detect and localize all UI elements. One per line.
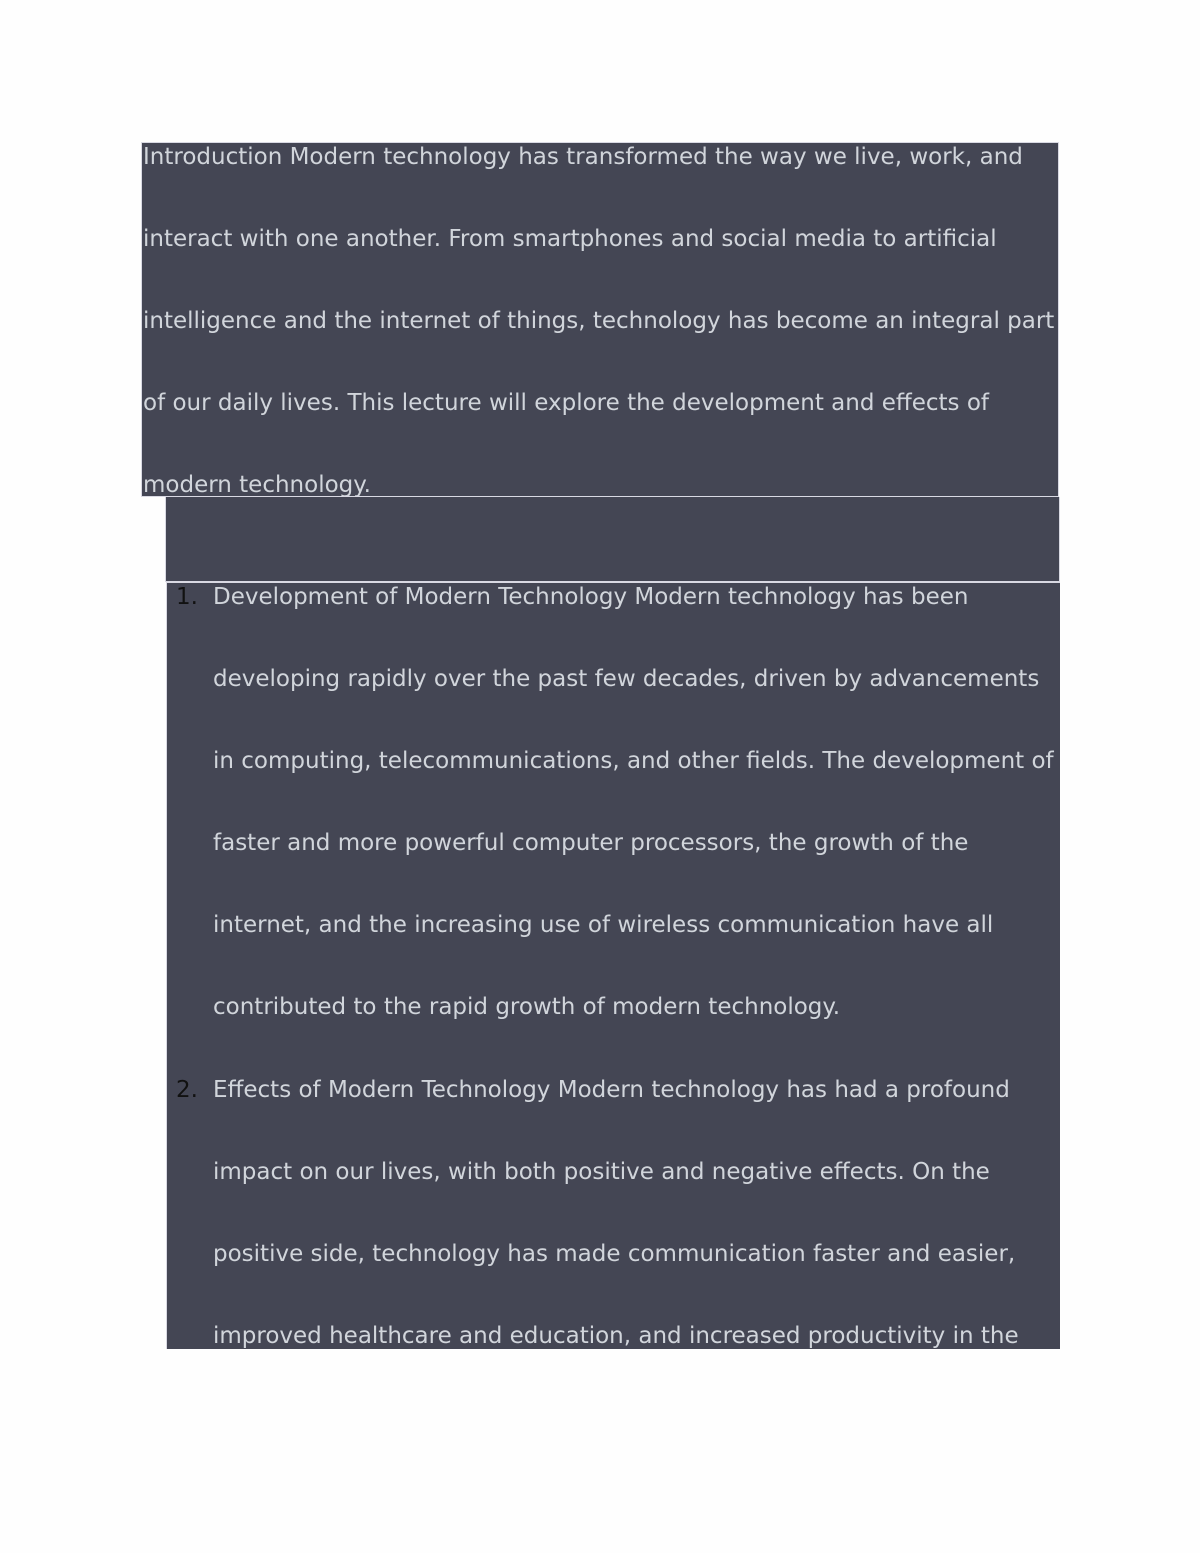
intro-paragraph: Introduction Modern technology has transformed the way we live, work, and interact with one another. From smartphones and social media to artificial intelligence and the internet of things, technology has become an integral part of our daily lives. This lecture will explore the development and effects of modern technology. (143, 144, 1055, 497)
intro-spacer-block (165, 497, 1060, 582)
list-number-1: 1. (176, 584, 198, 610)
intro-block (141, 142, 1059, 497)
list-number-2: 2. (176, 1077, 198, 1103)
list-item-text: Development of Modern Technology Modern technology has been developing rapidly over the past few decades, driven by advancements in computing, telecommunications, and other fields. The development of faster and more powerful computer processors, the growth of the internet, and the increasing use of wireless communication have all contributed to the rapid growth of modern technology. (213, 584, 1054, 1020)
list-item-text: Effects of Modern Technology Modern technology has had a profound impact on our lives, with both positive and negative effects. On the positive side, technology has made communication faster and easier, improved healthcare and education, and increased productivity in the (213, 1077, 1019, 1349)
numbered-list-block (166, 582, 1060, 1349)
